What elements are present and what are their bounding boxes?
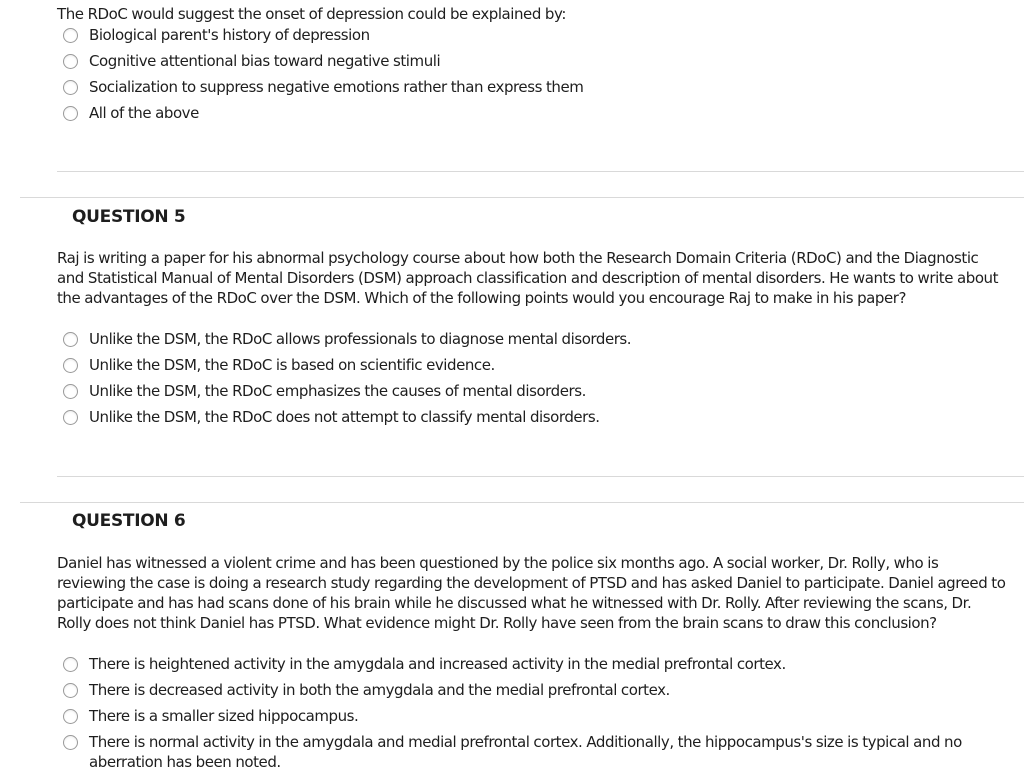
question-inner-divider [57,476,1024,477]
option-label: Unlike the DSM, the RDoC is based on scientific evidence. [89,356,495,374]
radio-button-icon[interactable] [63,683,78,698]
option-label: Socialization to suppress negative emotions rather than express them [89,78,584,96]
question-inner-divider [57,171,1024,172]
radio-button-icon[interactable] [63,106,78,121]
question-separator [20,502,1024,503]
question-5-stem: Raj is writing a paper for his abnormal psychology course about how both the Research Domain Criteria (RDoC) and the Diagnostic and Statistical Manual of Mental Disorders (DSM) approach classification and description of mental disorders. He wants to write about the advantages of the RDoC over the DSM. Which of the following points would you encourage Raj to make in his paper? [57,249,999,307]
radio-button-icon[interactable] [63,384,78,399]
q6-option-a[interactable] [63,654,1013,674]
option-label: Cognitive attentional bias toward negative stimuli [89,52,441,70]
option-label: Biological parent's history of depression [89,26,370,44]
question-6-heading: QUESTION 6 [72,511,186,531]
option-label: There is normal activity in the amygdala and medial prefrontal cortex. Additionally, the hippocampus's size is typical and no aberration has been noted. [89,733,962,771]
radio-button-icon[interactable] [63,28,78,43]
radio-button-icon[interactable] [63,709,78,724]
q5-option-a[interactable] [63,329,1013,349]
option-label: Unlike the DSM, the RDoC does not attempt to classify mental disorders. [89,408,600,426]
radio-button-icon[interactable] [63,657,78,672]
option-label: All of the above [89,104,199,122]
option-label: There is heightened activity in the amygdala and increased activity in the medial prefrontal cortex. [89,655,786,673]
q4-option-d[interactable] [63,103,1013,123]
q6-option-b[interactable] [63,680,1013,700]
q5-option-b[interactable] [63,355,1013,375]
radio-button-icon[interactable] [63,332,78,347]
radio-button-icon[interactable] [63,735,78,750]
radio-button-icon[interactable] [63,358,78,373]
radio-button-icon[interactable] [63,80,78,95]
question-separator [20,197,1024,198]
radio-button-icon[interactable] [63,54,78,69]
option-label: There is decreased activity in both the amygdala and the medial prefrontal cortex. [89,681,670,699]
question-4-stem: The RDoC would suggest the onset of depression could be explained by: [57,5,566,23]
q5-option-c[interactable] [63,381,1013,401]
q6-option-d[interactable] [63,732,1013,772]
q4-option-c[interactable] [63,77,1013,97]
radio-button-icon[interactable] [63,410,78,425]
option-label: Unlike the DSM, the RDoC emphasizes the causes of mental disorders. [89,382,586,400]
question-5-heading: QUESTION 5 [72,207,186,227]
question-6-stem: Daniel has witnessed a violent crime and has been questioned by the police six months ago. A social worker, Dr. Rolly, who is reviewing the case is doing a research study regarding the development of PTSD and has asked Daniel to participate. Daniel agreed to participate and has had scans done of his brain while he discussed what he witnessed with Dr. Rolly. After reviewing the scans, Dr. Rolly does not think Daniel has PTSD. What evidence might Dr. Rolly have seen from the brain scans to draw this conclusion? [57,554,1006,632]
q4-option-b[interactable] [63,51,1013,71]
option-label: Unlike the DSM, the RDoC allows professionals to diagnose mental disorders. [89,330,632,348]
q6-option-c[interactable] [63,706,1013,726]
q5-option-d[interactable] [63,407,1013,427]
option-label: There is a smaller sized hippocampus. [89,707,359,725]
q4-option-a[interactable] [63,25,1013,45]
